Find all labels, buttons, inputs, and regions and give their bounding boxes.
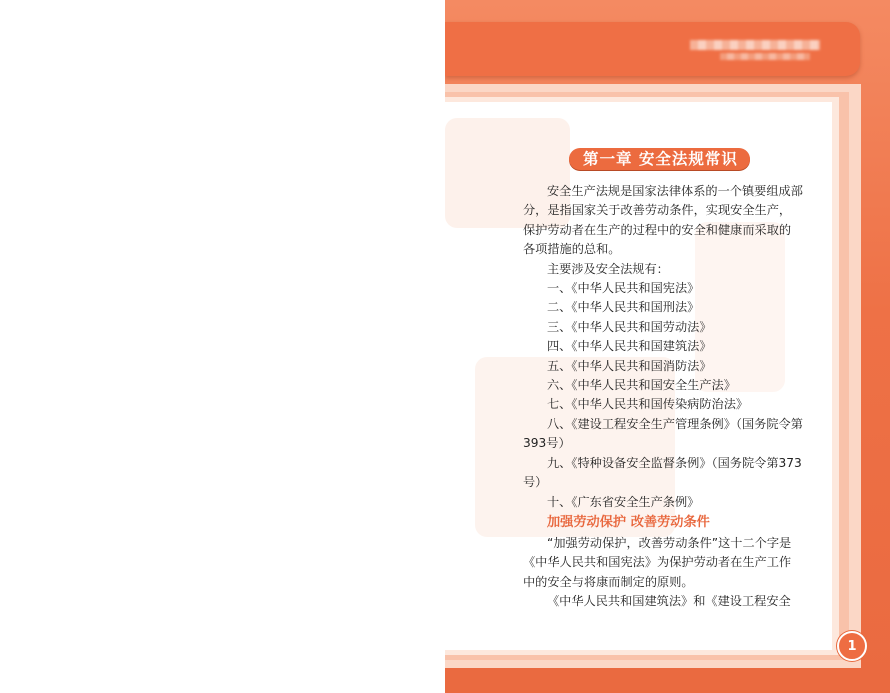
law-item: 七、《中华人民共和国传染病防治法》 [547, 397, 749, 412]
law-item: 九、《特种设备安全监督条例》（国务院令第373号） [523, 455, 802, 490]
intro-paragraph: 安全生产法规是国家法律体系的一个镇要组成部分，是指国家关于改善劳动条件，实现安全生产，保护劳动者在生产的过程中的安全和健康而采取的各项措施的总和。 [523, 184, 803, 257]
section-paragraph: 《中华人民共和国建筑法》和《建设工程安全 [547, 594, 791, 609]
chapter-title: 第一章 安全法规常识 [569, 148, 750, 170]
laws-intro: 主要涉及安全法规有： [547, 261, 669, 276]
law-item: 五、《中华人民共和国消防法》 [547, 358, 712, 373]
law-item: 三、《中华人民共和国劳动法》 [547, 319, 712, 334]
right-page [445, 0, 890, 693]
law-item: 八、《建设工程安全生产管理条例》（国务院令第393号） [523, 416, 803, 451]
law-item: 十、《广东省安全生产条例》 [547, 494, 700, 509]
blurred-header-subtext [720, 53, 810, 60]
law-item: 六、《中华人民共和国安全生产法》 [547, 378, 736, 393]
header-band [445, 22, 860, 76]
law-item: 四、《中华人民共和国建筑法》 [547, 339, 712, 354]
law-item: 二、《中华人民共和国刑法》 [547, 300, 700, 315]
section-paragraph: “加强劳动保护，改善劳动条件”这十二个字是《中华人民共和国宪法》为保护劳动者在生产工作中的安全与将康而制定的原则。 [523, 535, 792, 589]
law-item: 一、《中华人民共和国宪法》 [547, 281, 700, 296]
body-text [523, 182, 803, 612]
blurred-header-text [690, 40, 820, 50]
content-area [445, 102, 832, 650]
section-heading: 加强劳动保护 改善劳动条件 [547, 514, 710, 530]
page-number-badge: 1 [837, 631, 867, 661]
